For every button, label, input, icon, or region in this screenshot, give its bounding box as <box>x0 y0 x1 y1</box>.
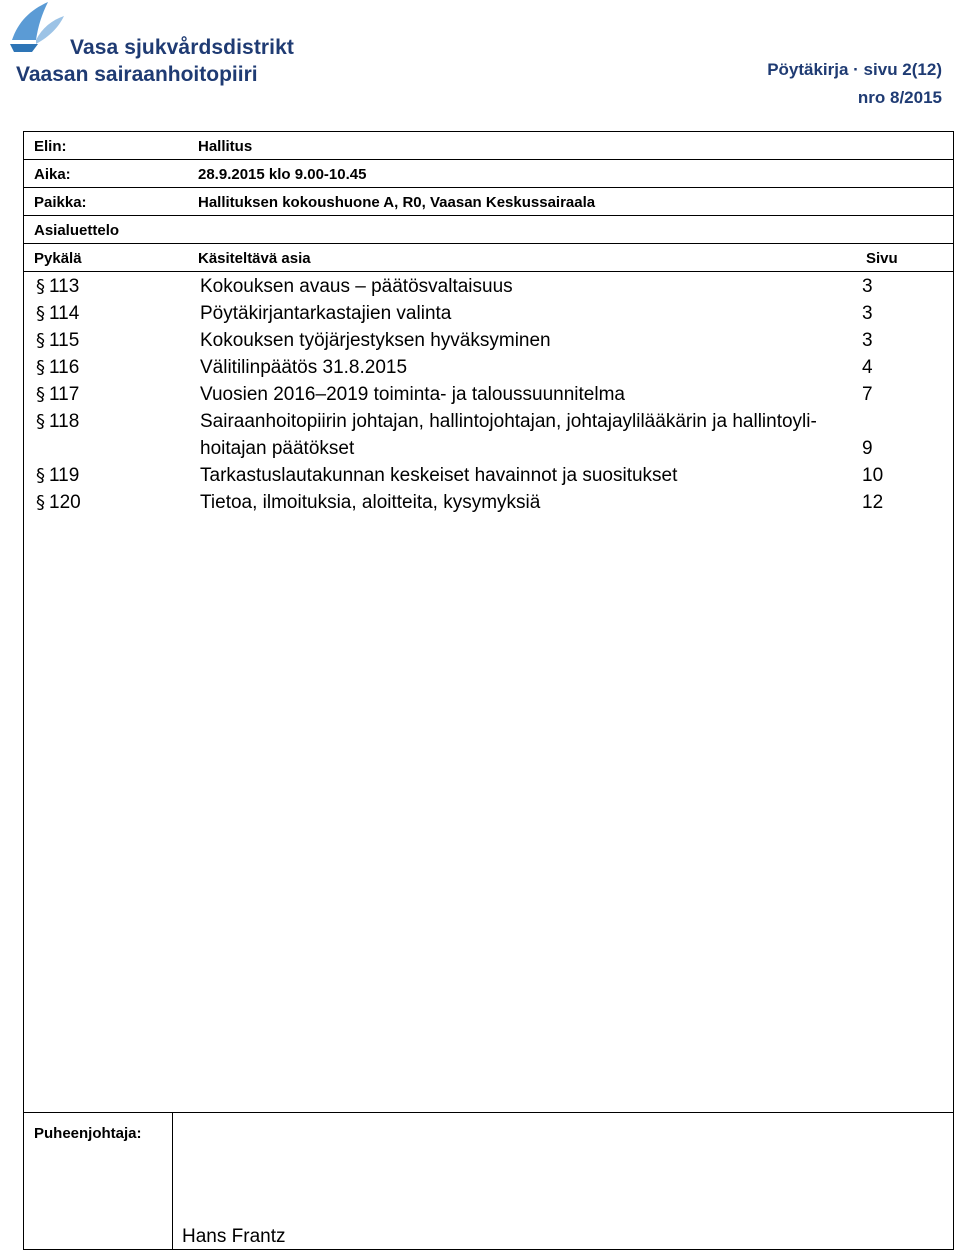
agenda-page: 7 <box>862 384 873 405</box>
chair-label: Puheenjohtaja: <box>34 1125 142 1142</box>
paragraph-number: 118 <box>49 411 80 432</box>
elin-label: Elin: <box>34 138 67 155</box>
column-header-asia: Käsiteltävä asia <box>198 250 311 267</box>
section-icon: § <box>36 357 45 378</box>
document-type-page: Pöytäkirja · sivu 2(12) <box>767 60 942 79</box>
section-icon: § <box>36 330 45 351</box>
paragraph-number: 116 <box>49 357 80 378</box>
chair-name: Hans Frantz <box>182 1226 286 1247</box>
org-name-finnish: Vaasan sairaanhoitopiiri <box>16 63 258 86</box>
agenda-page: 3 <box>862 303 873 324</box>
section-icon: § <box>36 276 45 297</box>
document-meta <box>767 56 942 112</box>
signature-box <box>24 1112 953 1249</box>
column-header-sivu: Sivu <box>866 250 898 267</box>
row-paikka <box>24 188 953 216</box>
paikka-value: Hallituksen kokoushuone A, R0, Vaasan Keskussairaala <box>198 194 596 211</box>
paragraph-number: 115 <box>49 330 80 351</box>
row-agenda-title <box>24 216 953 244</box>
agenda-subject: Välitilinpäätös 31.8.2015 <box>200 357 408 378</box>
agenda-page: 3 <box>862 330 873 351</box>
agenda-title: Asialuettelo <box>34 222 120 239</box>
paragraph-number: 113 <box>49 276 80 297</box>
bird-logo-icon <box>8 0 68 64</box>
aika-label: Aika: <box>34 166 71 183</box>
minutes-frame <box>23 131 954 1250</box>
agenda-subject: Sairaanhoitopiirin johtajan, hallintojohtajan, johtajaylilääkärin ja hallintoyli- <box>200 411 817 432</box>
aika-value: 28.9.2015 klo 9.00-10.45 <box>198 166 367 183</box>
section-icon: § <box>36 492 45 513</box>
organization-logo <box>8 0 298 96</box>
row-elin <box>24 132 953 160</box>
row-aika <box>24 160 953 188</box>
paragraph-number: 117 <box>49 384 80 405</box>
section-icon: § <box>36 411 45 432</box>
agenda-page: 10 <box>862 465 884 486</box>
paragraph-number: 119 <box>49 465 80 486</box>
section-icon: § <box>36 303 45 324</box>
agenda-page: 12 <box>862 492 884 513</box>
agenda-page: 9 <box>862 438 873 459</box>
agenda-subject: Tarkastuslautakunnan keskeiset havainnot ja suositukset <box>200 465 678 486</box>
agenda-page: 3 <box>862 276 873 297</box>
section-icon: § <box>36 465 45 486</box>
section-icon: § <box>36 384 45 405</box>
agenda-page: 4 <box>862 357 873 378</box>
row-column-headers <box>24 244 953 272</box>
agenda-subject: Kokouksen avaus – päätösvaltaisuus <box>200 276 513 297</box>
agenda-subject: Pöytäkirjantarkastajien valinta <box>200 303 452 324</box>
column-header-pykala: Pykälä <box>34 250 82 267</box>
elin-value: Hallitus <box>198 138 253 155</box>
org-name-swedish: Vasa sjukvårdsdistrikt <box>70 36 294 59</box>
agenda-subject: Tietoa, ilmoituksia, aloitteita, kysymyksiä <box>200 492 541 513</box>
paikka-label: Paikka: <box>34 194 87 211</box>
signature-divider <box>172 1113 173 1249</box>
agenda-subject: Vuosien 2016–2019 toiminta- ja taloussuunnitelma <box>200 384 625 405</box>
paragraph-number: 120 <box>49 492 81 513</box>
agenda-subject-continued: hoitajan päätökset <box>200 438 355 459</box>
document-number: nro 8/2015 <box>857 88 942 107</box>
agenda-subject: Kokouksen työjärjestyksen hyväksyminen <box>200 330 551 351</box>
paragraph-number: 114 <box>49 303 80 324</box>
